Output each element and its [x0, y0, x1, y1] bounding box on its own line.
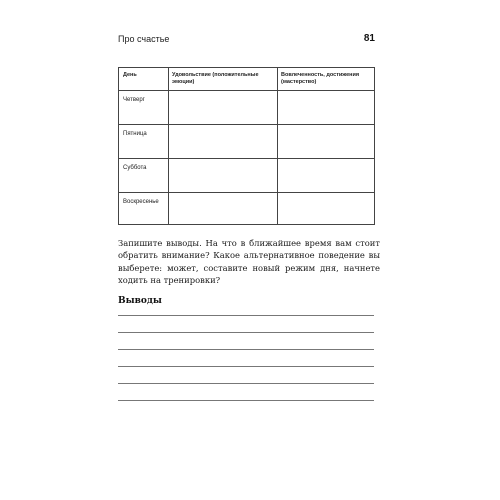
running-head: Про счастье [118, 34, 170, 44]
mood-table [118, 67, 375, 225]
table-header-pleasure: Удовольствие (положительные эмоции) [172, 72, 259, 85]
table-header-engagement: Вовлеченность, достижения (мастерство) [281, 72, 360, 85]
writing-line [118, 400, 374, 401]
instruction-paragraph: Запишите выводы. На что в ближайшее время вам стоит обратить внимание? Какое альтернативное поведение вы выберете: может, составите новый режим дня, начнете ходить на тренировки? [118, 238, 380, 285]
table-row-divider [119, 124, 374, 125]
page-number: 81 [363, 33, 375, 44]
table-row-day: Четверг [123, 97, 145, 103]
table-header-day: День [123, 72, 137, 78]
table-row-divider [119, 90, 374, 91]
writing-line [118, 332, 374, 333]
writing-line [118, 315, 374, 316]
writing-line [118, 349, 374, 350]
table-row-day: Пятница [123, 131, 147, 137]
conclusions-heading: Выводы [118, 296, 162, 306]
table-row-day: Суббота [123, 165, 147, 171]
writing-line [118, 383, 374, 384]
table-column-divider [168, 68, 169, 224]
writing-line [118, 366, 374, 367]
table-column-divider [277, 68, 278, 224]
table-row-divider [119, 192, 374, 193]
table-row-day: Воскресенье [123, 199, 159, 205]
table-row-divider [119, 158, 374, 159]
